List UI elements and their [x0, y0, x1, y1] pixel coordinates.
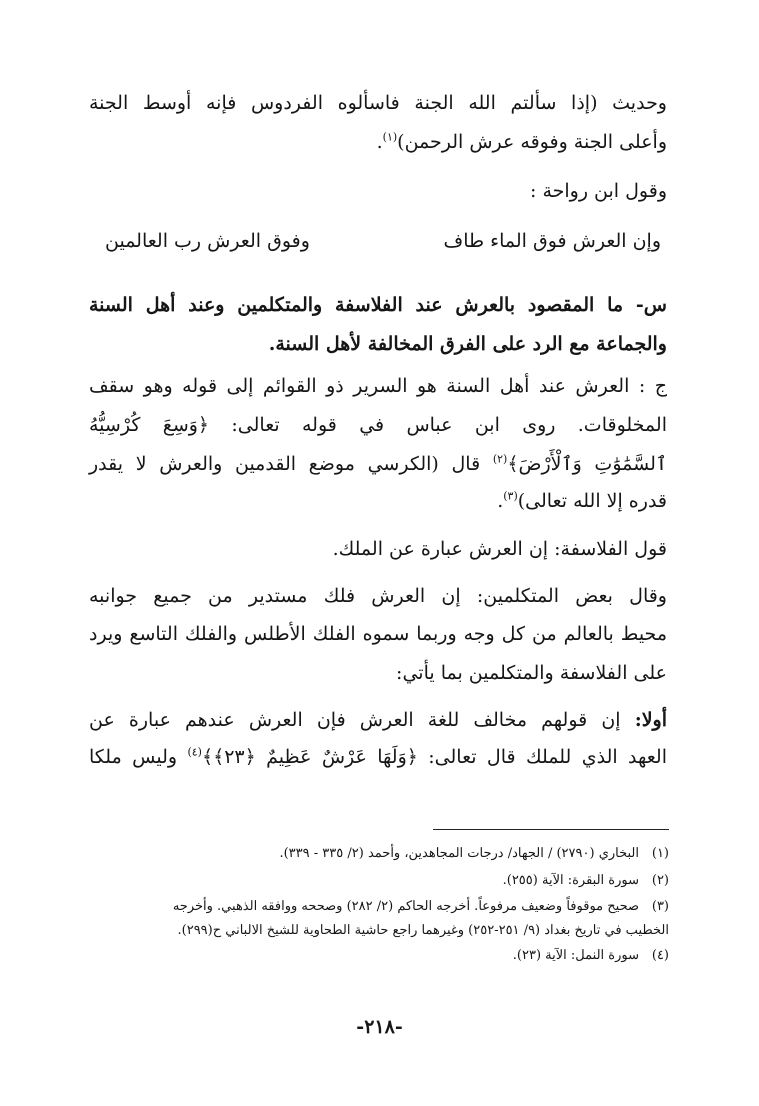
footnote-number: (١)	[651, 846, 669, 861]
answer-line-1	[89, 372, 667, 400]
answer-line-4-end: .	[497, 490, 504, 512]
footnote-text: صحيح موقوفاً وضعيف مرفوعاً. أخرجه الحاكم (٢/ ٢٨٢) وصححه ووافقه الذهبي. وأخرجه	[172, 899, 639, 914]
first-point-line-2	[89, 743, 667, 771]
first-point-label: أولا:	[634, 709, 667, 731]
footnote-divider	[433, 829, 669, 830]
footnote-ref-4[interactable]: (٤)	[187, 745, 202, 759]
question-line-2: والجماعة مع الرد على الفرق المخالفة لأهل السنة.	[268, 333, 667, 355]
footnote-text: سورة البقرة: الآية (٢٥٥).	[502, 873, 639, 888]
quran-quote-1: ٱلسَّمَٰوَٰتِ وَٱلْأَرْضَ﴾	[507, 453, 667, 475]
answer-label: ج :	[638, 375, 667, 397]
footnote-text: البخاري (٢٧٩٠) / الجهاد/ درجات المجاهدين، وأحمد (٢/ ٣٣٥ - ٣٣٩).	[279, 846, 639, 861]
footnote-2	[89, 871, 669, 891]
footnote-4	[89, 946, 669, 966]
answer-line-4	[89, 487, 667, 515]
footnote-ref-2[interactable]: (٢)	[492, 452, 508, 466]
theologians-line-3: على الفلاسفة والمتكلمين بما يأتي:	[396, 662, 667, 684]
question-text-1: ما المقصود بالعرش عند الفلاسفة والمتكلمين وعند أهل السنة	[89, 294, 624, 316]
footnote-number: (٤)	[651, 948, 669, 963]
question-label: س-	[635, 294, 667, 316]
theologians-line-1: وقال بعض المتكلمين: إن العرش فلك مستدير من جميع جوانبه	[89, 585, 667, 607]
hadith-line-2	[89, 128, 667, 156]
poem-hemistich-right: وإن العرش فوق الماء طاف	[443, 230, 661, 252]
footnote-3-continued: الخطيب في تاريخ بغداد (٩/ ٢٥١-٢٥٢) وغيرهما راجع حاشية الطحاوية للشيخ الالباني ح(٢٩٩).	[177, 923, 669, 938]
page-number: -٢١٨-	[356, 1016, 403, 1038]
footnote-ref-1[interactable]: (١)	[382, 130, 398, 144]
answer-line-2: المخلوقات. روى ابن عباس في قوله تعالى: ﴿وَسِعَ كُرْسِيُّهُ	[89, 414, 667, 436]
first-point-text-2: وليس ملكا	[89, 746, 188, 768]
footnote-number: (٣)	[651, 899, 669, 914]
hadith-line-2-text: وأعلى الجنة وفوقه عرش الرحمن)	[397, 131, 667, 153]
hadith-line-1: وحديث (إذا سألتم الله الجنة فاسألوه الفردوس فإنه أوسط الجنة	[89, 92, 667, 114]
poem-intro: وقول ابن رواحة :	[530, 180, 667, 202]
answer-text-1: العرش عند أهل السنة هو السرير ذو القوائم إلى قوله وهو سقف	[89, 375, 630, 397]
answer-line-3	[89, 450, 667, 478]
theologians-line-2: محيط بالعالم من كل وجه وربما سموه الفلك الأطلس والفلك التاسع ويرد	[89, 623, 667, 645]
footnote-1	[89, 844, 669, 864]
poem-hemistich-left: وفوق العرش رب العالمين	[105, 230, 310, 252]
question-line-1	[89, 291, 667, 319]
hadith-line-2-end: .	[376, 131, 383, 153]
answer-text-4: قدره إلا الله تعالى)	[517, 490, 667, 512]
quran-quote-2: العهد الذي للملك قال تعالى: ﴿وَلَهَا عَرْشٌ عَظِيمٌ ﴿٢٣﴾﴾	[201, 746, 667, 768]
footnote-ref-3[interactable]: (٣)	[503, 489, 518, 503]
first-point-line-1	[89, 706, 667, 734]
answer-text-3: قال (الكرسي موضع القدمين والعرش لا يقدر	[89, 453, 493, 475]
footnote-3	[89, 897, 669, 917]
first-point-text-1: إن قولهم مخالف للغة العرش فإن العرش عندهم عبارة عن	[89, 709, 635, 731]
philosophers-line: قول الفلاسفة: إن العرش عبارة عن الملك.	[332, 538, 667, 560]
footnote-text: سورة النمل: الآية (٢٣).	[512, 948, 639, 963]
footnote-number: (٢)	[651, 873, 669, 888]
